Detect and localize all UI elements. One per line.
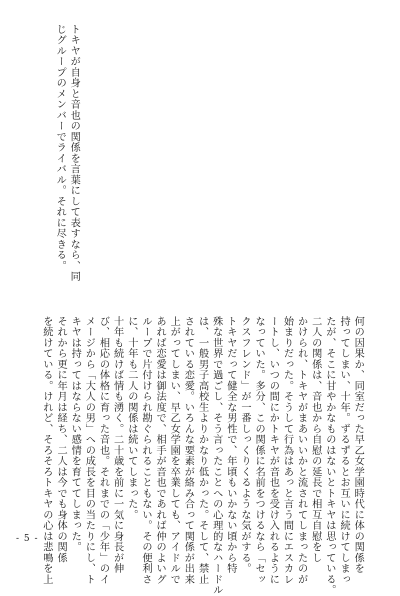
text-column: キヤは持ってはならない感情を育ててしまった。 — [69, 316, 81, 553]
text-column: トキヤだって健全な男性で、年頃もいかない頃から特 — [224, 316, 236, 574]
text-column: かけられ、トキヤがまあいいかと流されてしまったのが — [295, 316, 307, 585]
text-column: 十年も続けば情も湧く。二十歳を前に一気に身長が伸 — [111, 316, 123, 574]
text-column: あれば恋愛は御法度で、相手が音也であれば仲のよいグ — [154, 316, 166, 585]
text-column: じグループのメンバーでライバル。それに尽きる。 — [54, 24, 66, 272]
text-column: ートし、いつの間にかトキヤが音也を受け入れるように — [267, 316, 279, 585]
text-column: クスフレンド」が一番しっくりくるような気がする。 — [239, 316, 250, 574]
text-column: び、相応の体格に育った音也。それまでの「少年」のイ — [97, 316, 109, 585]
text-column: 上がってしまい、早乙女学園を卒業しても、アイドルで — [168, 316, 180, 585]
text-column: 何の因果か、同室だった早乙女学園時代に体の関係を — [352, 316, 364, 574]
text-column: それから更に年月は経ち、二人は今でも身体の関係 — [55, 316, 67, 564]
text-column: を続けている。けれど、そろそろトキヤの心は悲鳴を上 — [40, 316, 52, 585]
text-column: 二人の関係は、音也から自慰の延長で相互自慰をし — [309, 316, 321, 564]
page-number: - 5 - — [16, 534, 39, 544]
text-column: メージから「大人の男」への成長を目の当たりにし、ト — [83, 316, 95, 585]
text-column: ループで片付けられ勘ぐられることもない。その便利さ — [139, 316, 151, 585]
text-column: なっていた。多分、この関係に名前をつけるなら「セッ — [253, 316, 265, 585]
text-column: されている恋愛。いろんな要素が絡み合って関係が出来 — [182, 316, 194, 585]
text-column: 持ってしまい、十年。ずるずるとお互いに続けてしまっ — [338, 316, 350, 585]
text-column: に、十年も二人の関係は続いてしまった。 — [125, 316, 137, 521]
text-column: トキヤが自身と音也の関係を言葉にして表すなら、同 — [68, 24, 80, 282]
text-column: 殊な世界で過ごし、そう言ったことへの心理的なハードル — [210, 316, 222, 596]
text-column: 始まりだった。そうして行為はあっと言う間にエスカレ — [281, 316, 293, 585]
text-column: は、一般男子高校生よりかなり低かった。そして、禁止 — [196, 316, 208, 585]
text-column: たが、そこに甘やかなものはないとトキヤは思っている。 — [323, 316, 335, 596]
